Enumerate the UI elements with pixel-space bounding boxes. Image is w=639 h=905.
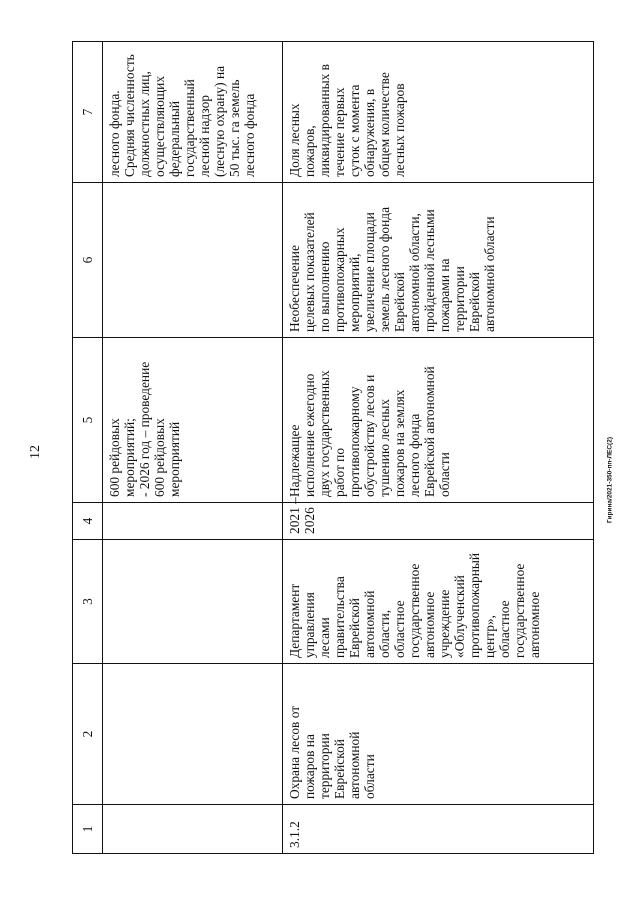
responsible-cell	[283, 540, 594, 664]
cell-text-line: лесной надзор	[197, 95, 212, 177]
table-cell	[103, 183, 283, 338]
cell-text-line: лесного фонда	[242, 93, 257, 177]
cell-text-line: автономное	[527, 591, 542, 658]
table-cell-col7	[103, 42, 283, 183]
cell-text-line: автономной	[362, 590, 377, 658]
table-cell	[103, 503, 283, 540]
cell-text-line: Департамент	[287, 583, 302, 658]
cell-text-line: суток с момента	[347, 84, 362, 177]
cell-text-line: 2021 –	[287, 497, 302, 534]
cell-text-line: автономной	[347, 731, 362, 799]
cell-text-line: Надлежащее	[287, 424, 302, 497]
cell-text-line: государственный	[182, 79, 197, 177]
cell-text-line: автономной области	[482, 216, 497, 332]
cell-text-line: лесных пожаров	[392, 83, 407, 177]
period-cell	[283, 497, 594, 540]
cell-text-line: 600 рейдовых	[152, 418, 167, 497]
measures-table	[72, 41, 594, 854]
cell-text-line: области	[362, 754, 377, 799]
cell-text-line: обнаружения, в	[362, 88, 377, 177]
cell-text-line: Еврейской	[467, 272, 482, 332]
cell-text-line: управления	[302, 592, 317, 658]
header-cell: 7	[73, 42, 103, 183]
cell-text-line: федеральный	[167, 100, 182, 177]
cell-text-line: 50 тыс. га земель	[227, 79, 242, 177]
cell-text-line: пожаров,	[302, 125, 317, 177]
cell-text-line: учреждение	[437, 589, 452, 658]
consequences-cell	[283, 183, 594, 338]
cell-text-line: Еврейской	[332, 739, 347, 799]
table-cell	[103, 540, 283, 664]
cell-text-line: пожаров на землях	[392, 389, 407, 497]
cell-text-line: Охрана лесов от	[287, 705, 302, 799]
cell-text-line: противопожарный	[467, 552, 482, 658]
header-cell: 4	[73, 503, 103, 540]
cell-text-line: «Облученский	[452, 575, 467, 658]
cell-text-line: лесного фонда.	[107, 90, 122, 177]
cell-text-line: работ по	[332, 447, 347, 497]
cell-text-line: - 2026 год – проведение	[137, 361, 152, 497]
cell-text-line: области,	[377, 609, 392, 658]
cell-text-line: территории	[452, 266, 467, 332]
cell-text-line: пройденной лесными	[422, 209, 437, 332]
cell-text-line: мероприятий,	[347, 253, 362, 332]
cell-text-line: лесного фонда	[407, 413, 422, 497]
cell-text-line: мероприятий;	[122, 418, 137, 497]
rotated-table-container	[72, 42, 593, 854]
cell-text-line: увеличение площади	[362, 212, 377, 332]
cell-text-line: Необеспечение	[287, 245, 302, 332]
cell-text-line: области	[437, 452, 452, 497]
cell-text-line: Еврейской	[392, 272, 407, 332]
cell-text-line: исполнение ежегодно	[302, 373, 317, 497]
cell-text-line: государственное	[512, 563, 527, 658]
cell-text-line: осуществляющих	[152, 75, 167, 177]
cell-text-line: Доля лесных	[287, 103, 302, 177]
header-row	[73, 42, 103, 854]
indicator-cell	[283, 42, 594, 183]
table-cell-col5	[103, 338, 283, 503]
row-number-cell	[283, 805, 594, 854]
cell-text-line: 600 рейдовых	[107, 418, 122, 497]
cell-text-line: 2026	[302, 507, 317, 534]
table-row-3-1-2	[283, 42, 594, 854]
cell-text-line: противопожарному	[347, 386, 362, 497]
cell-text-line: обустройству лесов и	[362, 374, 377, 497]
cell-text-line: центр»,	[482, 614, 497, 658]
cell-text-line: противопожарных	[332, 227, 347, 332]
cell-text-line: пожарами на	[437, 258, 452, 332]
cell-text-line: автономное	[422, 591, 437, 658]
header-cell: 5	[73, 338, 103, 503]
cell-text-line: целевых показателей	[302, 212, 317, 332]
header-cell: 2	[73, 664, 103, 805]
cell-text-line: тушению лесных	[377, 398, 392, 497]
cell-text-line: (лесную охрану) на	[212, 65, 227, 177]
cell-text-line: областное	[392, 600, 407, 658]
cell-text-line: государственное	[407, 563, 422, 658]
page-number: 12	[28, 445, 43, 459]
cell-text-line: должностных лиц,	[137, 71, 152, 177]
cell-text-line: течение первых	[332, 87, 347, 177]
expected-result-cell	[283, 338, 594, 503]
cell-text-line: по выполнению	[317, 241, 332, 332]
cell-text-line: Средняя численность	[122, 54, 137, 177]
cell-text-line: Еврейской автономной	[422, 366, 437, 497]
measure-name-cell	[283, 664, 594, 805]
header-cell: 1	[73, 805, 103, 854]
cell-text-line: областное	[497, 600, 512, 658]
cell-text-line: территории	[317, 733, 332, 799]
cell-text-line: ликвидированных в	[317, 64, 332, 177]
cell-text-line: мероприятий	[167, 421, 182, 497]
cell-text-line: лесами	[317, 617, 332, 658]
document-code: Гирина/2021-350-пп-ЛЕС(2)	[606, 436, 614, 524]
cell-text-line: 3.1.2	[287, 821, 302, 848]
table-row-continuation	[103, 42, 283, 854]
cell-text-line: автономной области,	[407, 213, 422, 332]
header-cell: 6	[73, 183, 103, 338]
cell-text-line: правительства	[332, 576, 347, 658]
cell-text-line: общем количестве	[377, 72, 392, 177]
table-cell	[103, 805, 283, 854]
cell-text-line: пожаров на	[302, 734, 317, 799]
cell-text-line: Еврейской	[347, 598, 362, 658]
table-cell	[103, 664, 283, 805]
header-cell: 3	[73, 540, 103, 664]
cell-text-line: земель лесного фонда	[377, 206, 392, 332]
cell-text-line: двух государственных	[317, 370, 332, 497]
